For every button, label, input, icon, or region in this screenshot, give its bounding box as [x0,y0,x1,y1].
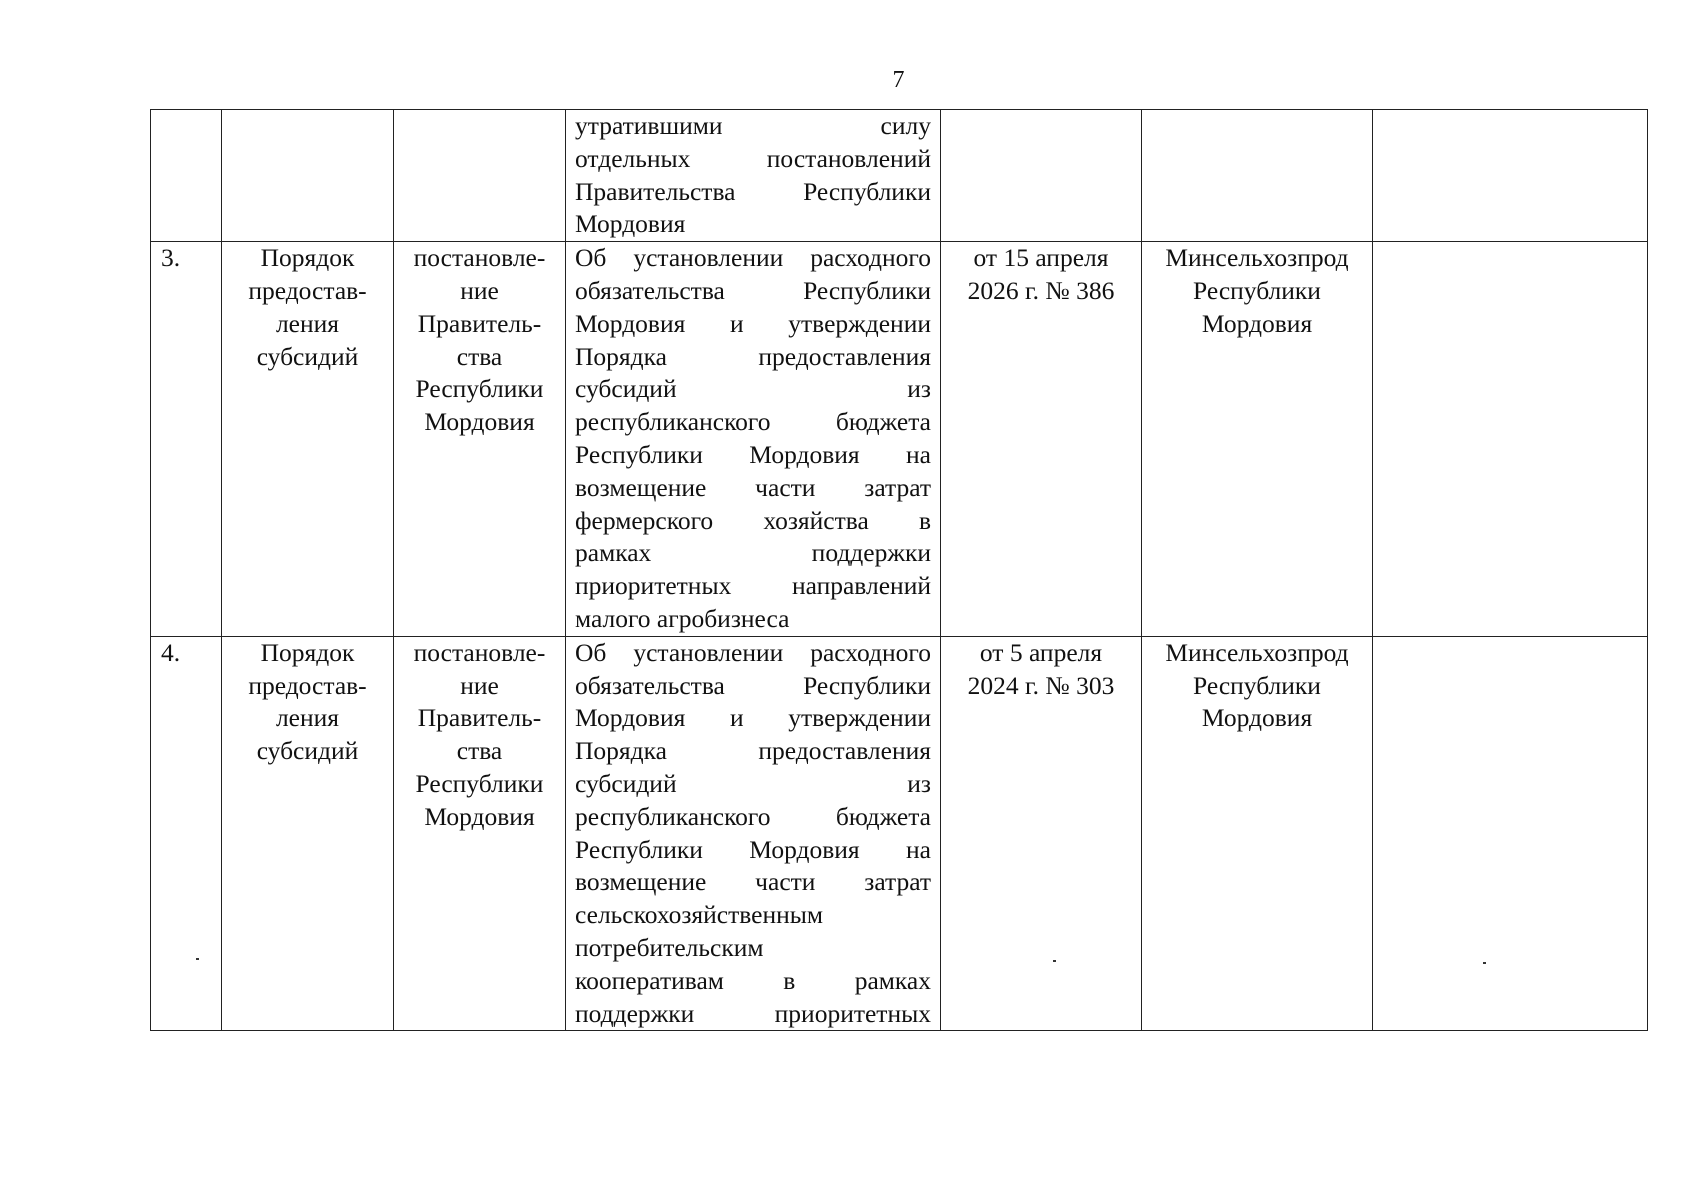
act-title-line: возмещение части затрат [575,867,931,897]
act-title-line: сельскохозяйственным [575,900,824,930]
cell-act-type [394,242,566,637]
act-title-line: обязательства Республики [575,275,931,305]
document-kind-line: Порядок [260,637,355,667]
act-type-line: Республики [415,768,544,798]
act-type-line: Мордовия [424,801,535,831]
row-number: 4. [161,637,181,667]
act-type-line: ние [460,275,499,305]
act-title-line: возмещение части затрат [575,472,931,502]
responsible-org-line: Мордовия [1201,703,1313,733]
cell-number [151,636,222,1031]
table-row [151,242,1648,637]
act-title-line: Об установлении расходного [575,637,931,667]
act-title-line: Мордовия [575,209,686,239]
act-date-line: 2026 г. № 386 [967,275,1115,305]
responsible-org-line: Минсельхозпрод [1165,243,1349,273]
act-title-line: поддержки приоритетных [575,998,931,1028]
cell-act-type [394,636,566,1031]
act-title-line: приоритетных направлений [575,571,931,601]
act-type-line: Правитель- [417,308,542,338]
document-kind-line: предостав- [248,670,367,700]
scan-speck [196,958,199,960]
table-row [151,110,1648,242]
act-title-line: утратившими силу [575,111,931,140]
act-title-line: Республики Мордовия на [575,439,931,469]
regulations-table [150,109,1648,1031]
act-title-line: малого агробизнеса [575,603,790,633]
cell-act-type [394,110,566,242]
act-type-line: ние [460,670,499,700]
cell-note [1373,636,1648,1031]
act-title-line: республиканского бюджета [575,801,931,831]
cell-note [1373,110,1648,242]
act-type-line: постановле- [413,243,546,273]
document-kind-line: ления [275,308,340,338]
act-title-line: субсидий из [575,768,931,798]
act-type-line: Правитель- [417,703,542,733]
cell-act-date [941,110,1142,242]
act-title-line: кооперативам в рамках [575,965,931,995]
act-title-line: Правительства Республики [575,176,931,206]
cell-document-kind [222,110,394,242]
cell-document-kind [222,242,394,637]
table-row [151,636,1648,1031]
cell-number [151,110,222,242]
act-type-line: ства [456,736,503,766]
act-title-line: Порядка предоставления [575,341,931,371]
responsible-org-line: Республики [1193,275,1321,305]
document-kind-line: субсидий [256,736,359,766]
act-title-line: потребительским [575,932,764,962]
responsible-org-line: Мордовия [1201,308,1313,338]
responsible-org-line: Республики [1193,670,1321,700]
act-date-line: от 5 апреля [979,637,1103,667]
cell-number [151,242,222,637]
act-title-line: обязательства Республики [575,670,931,700]
act-type-line: Республики [415,374,544,404]
cell-responsible-org [1142,110,1373,242]
act-title-line: Об установлении расходного [575,243,931,273]
cell-act-title [566,242,941,637]
act-title-line: субсидий из [575,374,931,404]
act-title-line: отдельных постановлений [575,143,931,173]
act-title-line: Мордовия и утверждении [575,703,931,733]
act-title-line: Мордовия и утверждении [575,308,931,338]
responsible-org-line: Минсельхозпрод [1165,637,1349,667]
document-kind-line: ления [275,703,340,733]
row-number: 3. [161,243,181,273]
act-date-line: от 15 апреля [973,243,1109,273]
cell-act-title [566,110,941,242]
document-kind-line: предостав- [248,275,367,305]
page-number: 7 [892,67,905,93]
act-type-line: Мордовия [424,407,535,437]
cell-responsible-org [1142,636,1373,1031]
act-type-line: постановле- [413,637,546,667]
act-type-line: ства [456,341,503,371]
cell-act-date [941,242,1142,637]
act-title-line: фермерского хозяйства в [575,505,931,535]
document-kind-line: Порядок [260,243,355,273]
cell-responsible-org [1142,242,1373,637]
document-kind-line: субсидий [256,341,359,371]
cell-note [1373,242,1648,637]
cell-document-kind [222,636,394,1031]
scan-speck [1053,960,1056,962]
act-date-line: 2024 г. № 303 [967,670,1115,700]
act-title-line: республиканского бюджета [575,407,931,437]
scan-speck [1483,962,1486,964]
act-title-line: Порядка предоставления [575,736,931,766]
act-title-line: Республики Мордовия на [575,834,931,864]
cell-act-title [566,636,941,1031]
cell-act-date [941,636,1142,1031]
act-title-line: рамках поддержки [575,538,931,568]
